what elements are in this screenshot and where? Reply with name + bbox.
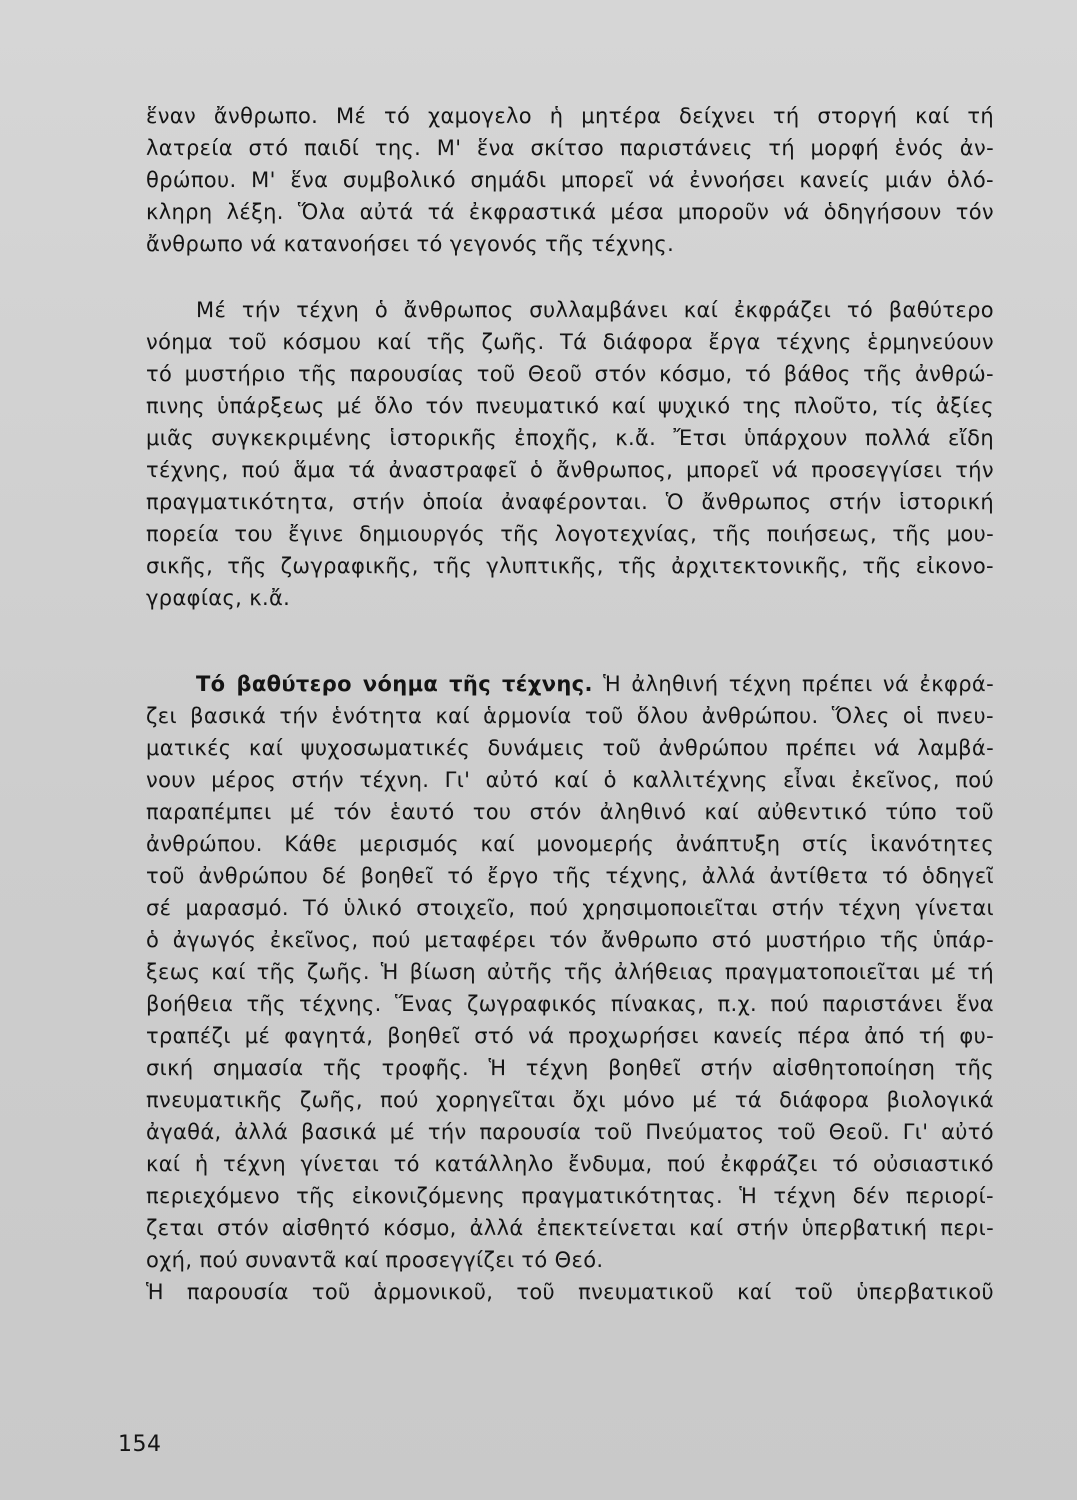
text-line: βοήθεια τῆς τέχνης. Ἕνας ζωγραφικός πίνακας, π.χ. πού παριστάνει ἕνα — [146, 992, 994, 1016]
text-line: ξεως καί τῆς ζωῆς. Ἡ βίωση αὐτῆς τῆς ἀλήθειας πραγματοποιεῖται μέ τή — [146, 960, 994, 984]
text-line: σικῆς, τῆς ζωγραφικῆς, τῆς γλυπτικῆς, τῆς ἀρχιτεκτονικῆς, τῆς εἰκονο- — [146, 554, 994, 578]
text-line: τοῦ ἀνθρώπου δέ βοηθεῖ τό ἔργο τῆς τέχνης, ἀλλά ἀντίθετα τό ὁδηγεῖ — [146, 864, 994, 888]
text-line: νουν μέρος στήν τέχνη. Γι' αὐτό καί ὁ καλλιτέχνης εἶναι ἐκεῖνος, πού — [146, 768, 994, 792]
text-line: κληρη λέξη. Ὅλα αὐτά τά ἐκφραστικά μέσα μποροῦν νά ὁδηγήσουν τόν — [146, 200, 994, 224]
text-line: Ἡ παρουσία τοῦ ἁρμονικοῦ, τοῦ πνευματικοῦ καί τοῦ ὑπερβατικοῦ — [146, 1280, 994, 1304]
paragraph-gap — [146, 260, 994, 294]
text-line: καί ἡ τέχνη γίνεται τό κατάλληλο ἔνδυμα, πού ἐκφράζει τό οὐσιαστικό — [146, 1152, 994, 1176]
page-number: 154 — [118, 1432, 162, 1457]
text-line: γραφίας, κ.ἄ. — [146, 586, 291, 610]
text-line: παραπέμπει μέ τόν ἑαυτό του στόν ἀληθινό καί αὐθεντικό τύπο τοῦ — [146, 800, 994, 824]
text-line: τό μυστήριο τῆς παρουσίας τοῦ Θεοῦ στόν κόσμο, τό βάθος τῆς ἀνθρώ- — [146, 362, 994, 386]
text-line: σική σημασία τῆς τροφῆς. Ἡ τέχνη βοηθεῖ στήν αἰσθητοποίηση τῆς — [146, 1056, 994, 1080]
text-line: ἕναν ἄνθρωπο. Μέ τό χαμογελο ἡ μητέρα δείχνει τή στοργή καί τή — [146, 104, 994, 128]
text-line: περιεχόμενο τῆς εἰκονιζόμενης πραγματικότητας. Ἡ τέχνη δέν περιορί- — [146, 1184, 994, 1208]
heading-line — [146, 668, 994, 700]
text-line: τραπέζι μέ φαγητά, βοηθεῖ στό νά προχωρήσει κανείς πέρα ἀπό τή φυ- — [146, 1024, 994, 1048]
text-line: ἀγαθά, ἀλλά βασικά μέ τήν παρουσία τοῦ Πνεύματος τοῦ Θεοῦ. Γι' αὐτό — [146, 1120, 994, 1144]
text-line: μιᾶς συγκεκριμένης ἱστορικῆς ἐποχῆς, κ.ἄ. Ἔτσι ὑπάρχουν πολλά εἴδη — [146, 426, 994, 450]
paragraph-gap — [146, 614, 994, 668]
heading-line-rest: Ἡ ἀληθινή τέχνη πρέπει νά ἐκφρά- — [592, 672, 994, 696]
text-line: πορεία του ἔγινε δημιουργός τῆς λογοτεχνίας, τῆς ποιήσεως, τῆς μου- — [146, 522, 994, 546]
text-line: λατρεία στό παιδί της. Μ' ἕνα σκίτσο παριστάνεις τή μορφή ἑνός ἀν- — [146, 136, 994, 160]
text-line: ἀνθρώπου. Κάθε μερισμός καί μονομερής ἀνάπτυξη στίς ἱκανότητες — [146, 832, 994, 856]
text-line: ζει βασικά τήν ἑνότητα καί ἁρμονία τοῦ ὅλου ἀνθρώπου. Ὅλες οἱ πνευ- — [146, 704, 994, 728]
text-line: ζεται στόν αἰσθητό κόσμο, ἀλλά ἐπεκτείνεται καί στήν ὑπερβατική περι- — [146, 1216, 994, 1240]
text-line: ὁ ἀγωγός ἐκεῖνος, πού μεταφέρει τόν ἄνθρωπο στό μυστήριο τῆς ὑπάρ- — [146, 928, 994, 952]
text-line: νόημα τοῦ κόσμου καί τῆς ζωῆς. Τά διάφορα ἔργα τέχνης ἑρμηνεύουν — [146, 330, 994, 354]
body-text — [146, 100, 994, 1308]
text-line: πνευματικῆς ζωῆς, πού χορηγεῖται ὄχι μόνο μέ τά διάφορα βιολογικά — [146, 1088, 994, 1112]
section-heading: Τό βαθύτερο νόημα τῆς τέχνης. — [196, 672, 593, 696]
text-line: πραγματικότητα, στήν ὁποία ἀναφέρονται. Ὁ ἄνθρωπος στήν ἱστορική — [146, 490, 994, 514]
text-line: τέχνης, πού ἅμα τά ἀναστραφεῖ ὁ ἄνθρωπος, μπορεῖ νά προσεγγίσει τήν — [146, 458, 994, 482]
text-line: σέ μαρασμό. Τό ὑλικό στοιχεῖο, πού χρησιμοποιεῖται στήν τέχνη γίνεται — [146, 896, 994, 920]
text-line: ματικές καί ψυχοσωματικές δυνάμεις τοῦ ἀνθρώπου πρέπει νά λαμβά- — [146, 736, 994, 760]
text-line: ἄνθρωπο νά κατανοήσει τό γεγονός τῆς τέχνης. — [146, 232, 675, 256]
text-line: οχή, πού συναντᾶ καί προσεγγίζει τό Θεό. — [146, 1248, 604, 1272]
text-line: πινης ὑπάρξεως μέ ὅλο τόν πνευματικό καί ψυχικό της πλοῦτο, τίς ἀξίες — [146, 394, 994, 418]
text-line: Μέ τήν τέχνη ὁ ἄνθρωπος συλλαμβάνει καί ἐκφράζει τό βαθύτερο — [196, 298, 994, 322]
text-line: θρώπου. Μ' ἕνα συμβολικό σημάδι μπορεῖ νά ἐννοήσει κανείς μιάν ὁλό- — [146, 168, 994, 192]
